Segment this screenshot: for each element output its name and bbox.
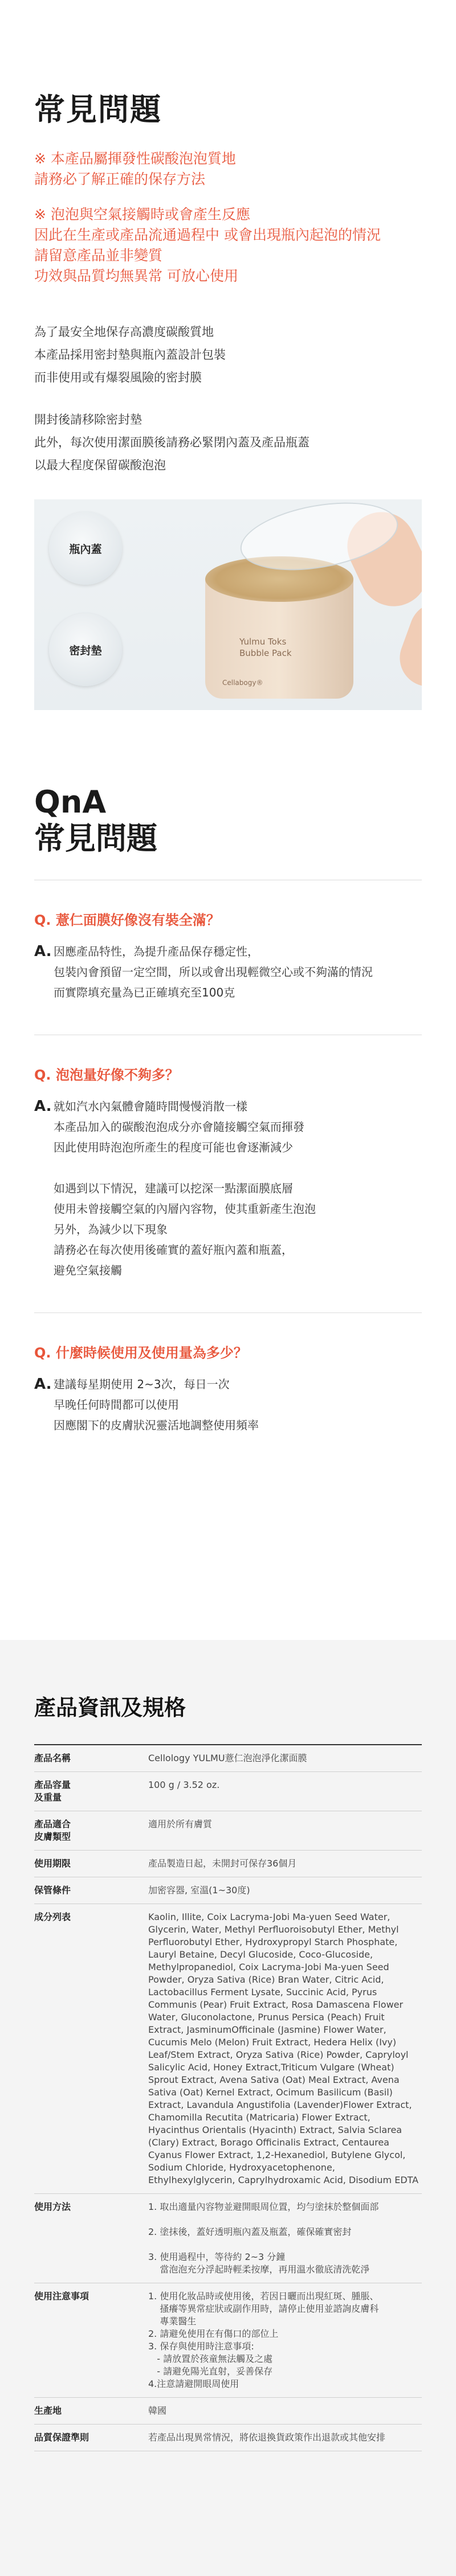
- spec-value-line: 3. 使用過程中，等待約 2~3 分鐘: [148, 2251, 286, 2262]
- spec-title: 產品資訊及規格: [34, 1695, 186, 1720]
- spec-value-line: 2. 塗抹後，蓋好透明瓶內蓋及瓶蓋，確保確實密封: [148, 2226, 352, 2237]
- qna-title: [34, 784, 422, 857]
- qna-title-en: QnA: [34, 784, 107, 820]
- answer-line: 因應產品特性，為提升產品保存穩定性，: [54, 945, 259, 958]
- product-photo: [34, 499, 422, 710]
- spec-value: [148, 1811, 422, 1850]
- answer-line: 早晚任何時間都可以使用: [54, 1398, 179, 1412]
- answer-line: 包裝內會預留一定空間，所以或會出現輕微空心或不夠滿的情況: [54, 965, 373, 979]
- spec-value: [148, 2425, 422, 2451]
- spec-value: [148, 2194, 422, 2283]
- spec-value-line: 搔癢等異常症狀或副作用時，請停止使用並諮詢皮膚科: [148, 2303, 379, 2314]
- spec-value: [148, 1877, 422, 1904]
- spec-key: 使用方法: [34, 2201, 71, 2212]
- info-line: 本產品採用密封墊與瓶內蓋設計包裝: [34, 348, 226, 362]
- spec-value: [148, 1745, 422, 1771]
- spec-value-line: - 請放置於孩童無法觸及之處: [148, 2353, 273, 2364]
- spec-row: [34, 2398, 422, 2425]
- spec-value: [148, 1851, 422, 1877]
- inner-lid-image: [49, 512, 122, 585]
- qna-section: [0, 710, 456, 1467]
- spec-section: [0, 1640, 456, 2576]
- spec-key: 成分列表: [34, 1912, 71, 1922]
- spec-key: 產品適合 皮膚類型: [34, 1819, 71, 1842]
- spec-value-line: - 請避免陽光直射，妥善保存: [148, 2366, 273, 2377]
- answer: [34, 1374, 422, 1435]
- spec-value-line: 產品製造日起，未開封可保存36個月: [148, 1858, 297, 1869]
- answer-line: 另外，為減少以下現象: [54, 1223, 168, 1236]
- qna-item: [34, 880, 422, 1035]
- spec-value-line: 1. 取出適量內容物並避開眼周位置，均勻塗抹於整個面部: [148, 2201, 379, 2212]
- jar-brand: Cellabogy®: [222, 679, 263, 687]
- jar-label: [239, 636, 292, 659]
- seal-label: 密封墊: [69, 644, 102, 657]
- faq-section: [0, 0, 456, 477]
- answer-line: 建議每星期使用 2~3次，每日一次: [54, 1377, 230, 1391]
- answer: [34, 1096, 422, 1281]
- answer-mark: A.: [34, 943, 52, 960]
- spec-value-line: 若產品出現異常情況，將依退換貨政策作出退款或其他安排: [148, 2432, 386, 2443]
- spec-key: 品質保證準則: [34, 2432, 89, 2443]
- spec-value-line: 2. 請避免使用在有傷口的部位上: [148, 2328, 279, 2339]
- answer-line: 本產品加入的碳酸泡泡成分亦會隨接觸空氣而揮發: [54, 1120, 304, 1134]
- qna-item: [34, 1313, 422, 1467]
- warning-line: ※ 本產品屬揮發性碳酸泡泡質地: [34, 150, 236, 167]
- spec-row: [34, 1904, 422, 2194]
- spec-value: [148, 2283, 422, 2397]
- spec-value-line: 3. 保存與使用時注意事項:: [148, 2341, 254, 2352]
- warning-line: 請務必了解正確的保存方法: [34, 171, 206, 187]
- spec-value-line: 當泡泡充分浮起時輕柔按摩，再用溫水徹底清洗乾淨: [148, 2264, 370, 2275]
- spec-value-line: 適用於所有膚質: [148, 1819, 213, 1830]
- spec-table: [34, 1745, 422, 2451]
- spec-row: [34, 1745, 422, 1772]
- spec-row: [34, 2283, 422, 2398]
- answer-line: 請務必在每次使用後確實的蓋好瓶內蓋和瓶蓋，: [54, 1243, 293, 1257]
- spec-row: [34, 1851, 422, 1877]
- warning-line: ※ 泡泡與空氣接觸時或會產生反應: [34, 206, 250, 223]
- qna-title-zh: 常見問題: [34, 821, 157, 856]
- spec-value-line: Kaolin, Illite, Coix Lacryma-Jobi Ma-yuen Seed Water, Glycerin, Water, Methyl Perfluoroisobutyl Ether, Methyl Perfluorobutyl Ether, Hydroxypropyl Starch Phosphate, Lauryl Betaine, Decyl Glucoside, Coco-Glucoside, Methylpropanediol, Coix Lacryma-Jobi Ma-yuen Seed Powder, Oryza Sativa (Rice) Bran Water, Citric Acid, Lactobacillus Ferment Lysate, Succinic Acid, Pyrus Communis (Pear) Fruit Extract, Rosa Damascena Flower Water, Gluconolactone, Prunus Persica (Peach) Fruit Extract, JasminumOfficinale (Jasmine) Flower Water, Cucumis Melo (Melon) Fruit Extract, Hedera Helix (Ivy) Leaf/Stem Extract, Oryza Sativa (Rice) Powder, Capryloyl Salicylic Acid, Honey Extract,Triticum Vulgare (Wheat) Sprout Extract, Avena Sativa (Oat) Meal Extract, Avena Sativa (Oat) Kernel Extract, Ocimum Basilicum (Basil) Extract, Lavandula Angustifolia (Lavender)Flower Extract, Chamomilla Recutita (Matricaria) Flower Extract, Hyacinthus Orientalis (Hyacinth) Extract, Salvia Sclarea (Clary) Extract, Borago Officinalis Extract, Centaurea Cyanus Flower Extract, 1,2-Hexanediol, Butylene Glycol, Sodium Chloride, Hydroxyacetophenone, Ethylhexylglycerin, Caprylhydroxamic Acid, Disodium EDTA: [148, 1912, 419, 2185]
- spec-key: 使用注意事項: [34, 2291, 89, 2302]
- answer-line: 因應閣下的皮膚狀況靈活地調整使用頻率: [54, 1418, 259, 1432]
- info-line: 為了最安全地保存高濃度碳酸質地: [34, 325, 214, 339]
- spec-key: 產品容量 及重量: [34, 1779, 71, 1803]
- question: Q. 泡泡量好像不夠多？: [34, 1067, 179, 1083]
- spec-key: 使用期限: [34, 1858, 71, 1869]
- answer-mark: A.: [34, 1376, 52, 1393]
- spec-value: [148, 2398, 422, 2424]
- spec-value-line: 100 g / 3.52 oz.: [148, 1779, 220, 1790]
- spec-key: 保管條件: [34, 1885, 71, 1896]
- spec-key: 產品名稱: [34, 1753, 71, 1763]
- spec-row: [34, 1772, 422, 1811]
- spec-value: [148, 1772, 422, 1811]
- info-line: 開封後請移除密封墊: [34, 413, 142, 426]
- spec-key: 生產地: [34, 2405, 62, 2416]
- answer-line: 而實際填充量為已正確填充至100克: [54, 986, 235, 999]
- spec-value: [148, 1904, 422, 2193]
- jar-label-line: Bubble Pack: [239, 648, 292, 658]
- answer-line: 使用未曾接觸空氣的內層內容物，使其重新產生泡泡: [54, 1202, 316, 1216]
- spec-value-line: Cellology YULMU薏仁泡泡淨化潔面膜: [148, 1753, 307, 1763]
- spec-row: [34, 1811, 422, 1851]
- info-line: 以最大程度保留碳酸泡泡: [34, 458, 166, 472]
- info-line: 而非使用或有爆裂風險的密封膜: [34, 371, 202, 384]
- qna-item: [34, 1035, 422, 1313]
- question: Q. 什麼時候使用及使用量為多少？: [34, 1345, 247, 1361]
- faq-warnings: [34, 149, 422, 286]
- seal-image: [49, 613, 122, 686]
- spec-row: [34, 2425, 422, 2451]
- answer: [34, 941, 422, 1003]
- hand-image: [392, 594, 422, 694]
- question: Q. 薏仁面膜好像沒有裝全滿？: [34, 912, 220, 928]
- jar-label-line: Yulmu Toks: [239, 637, 287, 647]
- info-line: 此外，每次使用潔面膜後請務必緊閉內蓋及產品瓶蓋: [34, 436, 310, 449]
- answer-line: 因此使用時泡泡所產生的程度可能也會逐漸減少: [54, 1141, 293, 1154]
- warning-line: 功效與品質均無異常 可放心使用: [34, 268, 238, 284]
- spec-value-line: 專業醫生: [148, 2316, 197, 2327]
- spec-value-line: 韓國: [148, 2405, 167, 2416]
- spec-row: [34, 2194, 422, 2283]
- faq-info: [34, 321, 422, 477]
- spec-row: [34, 1877, 422, 1904]
- answer-line: 就如汽水內氣體會隨時間慢慢消散一樣: [54, 1100, 247, 1113]
- answer-line: 如遇到以下情況，建議可以挖深一點潔面膜底層: [54, 1182, 293, 1195]
- spec-value-line: 4.注意請避開眼周使用: [148, 2378, 239, 2389]
- faq-title: 常見問題: [34, 92, 162, 128]
- answer-line: 避免空氣接觸: [54, 1264, 122, 1277]
- spec-value-line: 加密容器, 室溫(1~30度): [148, 1885, 250, 1896]
- warning-line: 因此在生產或產品流通過程中 或會出現瓶內起泡的情況: [34, 227, 381, 243]
- warning-line: 請留意產品並非變質: [34, 247, 163, 264]
- answer-mark: A.: [34, 1098, 52, 1115]
- spec-value-line: 1. 使用化妝品時或使用後，若因日曬而出現紅斑、腫脹、: [148, 2291, 379, 2302]
- inner-lid-label: 瓶內蓋: [69, 543, 102, 556]
